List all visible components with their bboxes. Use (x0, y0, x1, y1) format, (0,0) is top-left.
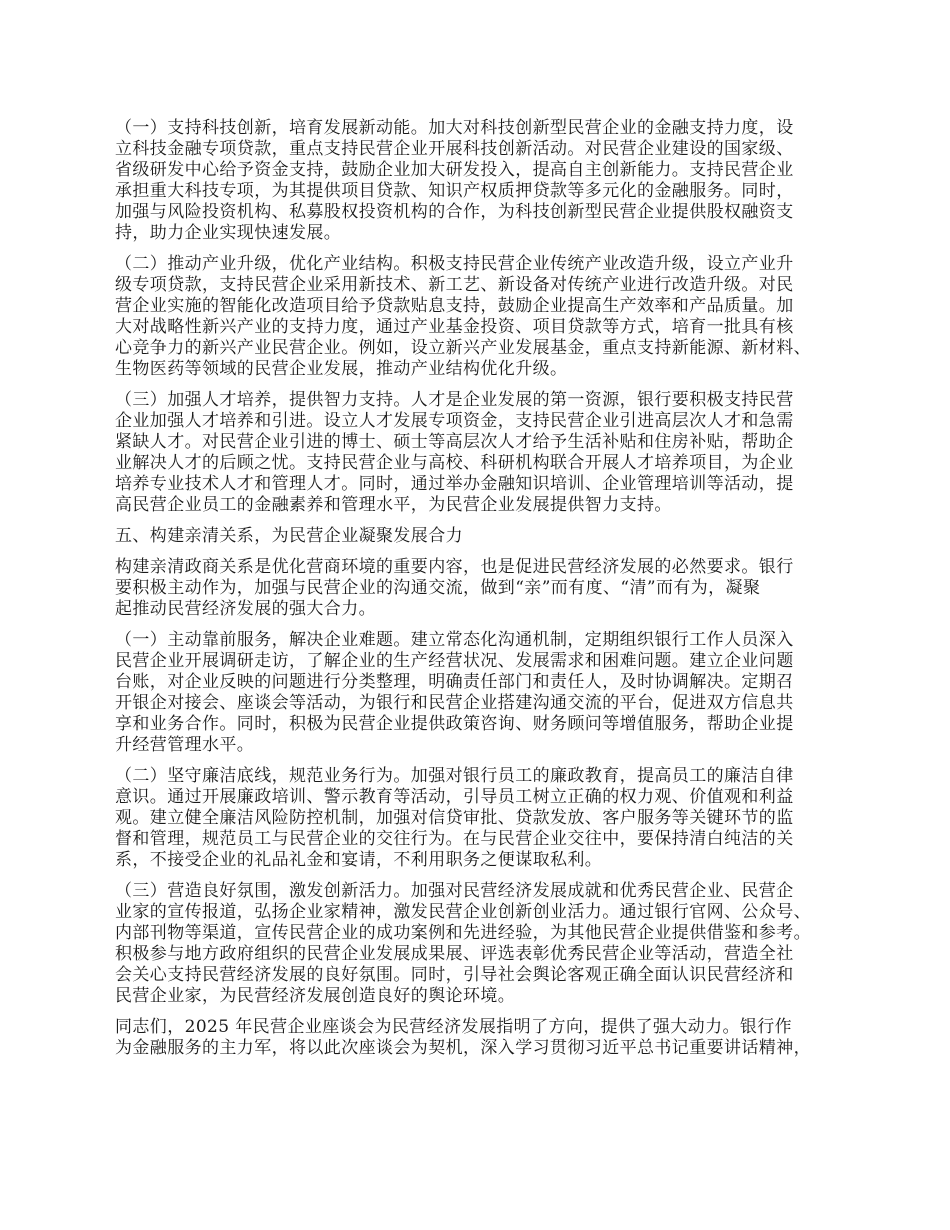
text-line: 持，助力企业实现快速发展。 (115, 223, 342, 243)
text-line: 观。建立健全廉洁风险防控机制，加强对信贷审批、贷款发放、客户服务等关键环节的监 (115, 808, 794, 828)
text-line: 立科技金融专项贷款，重点支持民营企业开展科技创新活动。对民营企业建设的国家级、 (115, 139, 794, 159)
text-line: 为金融服务的主力军，将以此次座谈会为契机，深入学习贯彻习近平总书记重要讲话精神， (115, 1038, 811, 1058)
paragraph-atmosphere (115, 881, 845, 1007)
text-line: 承担重大科技专项，为其提供项目贷款、知识产权质押贷款等多元化的金融服务。同时， (115, 181, 794, 201)
text-line: 民营企业开展调研走访，了解企业的生产经营状况、发展需求和困难问题。建立企业问题 (115, 651, 794, 671)
text-line: 高民营企业员工的金融素养和管理水平，为民营企业发展提供智力支持。 (115, 495, 672, 515)
paragraph-integrity (115, 766, 845, 871)
paragraph-closing (115, 1017, 845, 1059)
text-line: 要积极主动作为，加强与民营企业的沟通交流，做到“亲”而有度、“清”而有为，凝聚 (115, 578, 761, 598)
text-line: 心竞争力的新兴产业民营企业。例如，设立新兴产业发展基金，重点支持新能源、新材料、 (115, 338, 811, 358)
text-line: 积极参与地方政府组织的民营企业发展成果展、评选表彰优秀民营企业等活动，营造全社 (115, 944, 794, 964)
text-line: 系，不接受企业的礼品礼金和宴请，不利用职务之便谋取私利。 (115, 850, 603, 870)
text-line: 营企业实施的智能化改造项目给予贷款贴息支持，鼓励企业提高生产效率和产品质量。加 (115, 296, 794, 316)
paragraph-proactive-service (115, 630, 845, 756)
text-line: （三）加强人才培养，提供智力支持。人才是企业发展的第一资源，银行要积极支持民营 (115, 390, 794, 410)
text-line: 业家的宣传报道，弘扬企业家精神，激发民营企业创新创业活力。通过银行官网、公众号、 (115, 902, 811, 922)
text-line: 大对战略性新兴产业的支持力度，通过产业基金投资、项目贷款等方式，培育一批具有核 (115, 317, 794, 337)
text-line: （二）推动产业升级，优化产业结构。积极支持民营企业传统产业改造升级，设立产业升 (115, 254, 794, 274)
text-line: （一）支持科技创新，培育发展新动能。加大对科技创新型民营企业的金融支持力度，设 (115, 118, 794, 138)
text-line: 督和管理，规范员工与民营企业的交往行为。在与民营企业交往中，要保持清白纯洁的关 (115, 829, 794, 849)
text-line: 民营企业家，为民营经济发展创造良好的舆论环境。 (115, 986, 516, 1006)
text-line: 台账，对企业反映的问题进行分类整理，明确责任部门和责任人，及时协调解决。定期召 (115, 672, 794, 692)
text-line: 内部刊物等渠道，宣传民营企业的成功案例和先进经验，为其他民营企业提供借鉴和参考。 (115, 923, 811, 943)
text-line: 升经营管理水平。 (115, 735, 255, 755)
text-line: 同志们，2025 年民营企业座谈会为民营经济发展指明了方向，提供了强大动力。银行作 (115, 1017, 793, 1037)
text-line: 培养专业技术人才和管理人才。同时，通过举办金融知识培训、企业管理培训等活动，提 (115, 474, 794, 494)
text-line: 级专项贷款，支持民营企业采用新技术、新工艺、新设备对传统产业进行改造升级。对民 (115, 275, 794, 295)
paragraph-talent-training (115, 390, 845, 516)
text-line: 意识。通过开展廉政培训、警示教育等活动，引导员工树立正确的权力观、价值观和利益 (115, 787, 794, 807)
text-line: 起推动民营经济发展的强大合力。 (115, 599, 376, 619)
text-line: 紧缺人才。对民营企业引进的博士、硕士等高层次人才给予生活补贴和住房补贴，帮助企 (115, 432, 794, 452)
section-heading-text: 五、构建亲清关系，为民营企业凝聚发展合力 (115, 526, 463, 546)
text-line: （三）营造良好氛围，激发创新活力。加强对民营经济发展成就和优秀民营企业、民营企 (115, 881, 794, 901)
text-line: 省级研发中心给予资金支持，鼓励企业加大研发投入，提高自主创新能力。支持民营企业 (115, 160, 794, 180)
text-line: 构建亲清政商关系是优化营商环境的重要内容，也是促进民营经济发展的必然要求。银行 (115, 557, 794, 577)
text-line: 享和业务合作。同时，积极为民营企业提供政策咨询、财务顾问等增值服务，帮助企业提 (115, 714, 794, 734)
text-line: （二）坚守廉洁底线，规范业务行为。加强对银行员工的廉政教育，提高员工的廉洁自律 (115, 766, 794, 786)
document-page (115, 118, 845, 1069)
text-line: 业解决人才的后顾之忧。支持民营企业与高校、科研机构联合开展人才培养项目，为企业 (115, 453, 794, 473)
section-heading-five (115, 526, 845, 547)
text-line: 开银企对接会、座谈会等活动，为银行和民营企业搭建沟通交流的平台，促进双方信息共 (115, 693, 794, 713)
text-line: 加强与风险投资机构、私募股权投资机构的合作，为科技创新型民营企业提供股权融资支 (115, 202, 794, 222)
text-line: 企业加强人才培养和引进。设立人才发展专项资金，支持民营企业引进高层次人才和急需 (115, 411, 794, 431)
paragraph-section-intro (115, 557, 845, 620)
text-line: 会关心支持民营经济发展的良好氛围。同时，引导社会舆论客观正确全面认识民营经济和 (115, 965, 794, 985)
text-line: 生物医药等领域的民营企业发展，推动产业结构优化升级。 (115, 359, 568, 379)
text-line: （一）主动靠前服务，解决企业难题。建立常态化沟通机制，定期组织银行工作人员深入 (115, 630, 794, 650)
paragraph-industry-upgrade (115, 254, 845, 380)
paragraph-tech-innovation (115, 118, 845, 244)
